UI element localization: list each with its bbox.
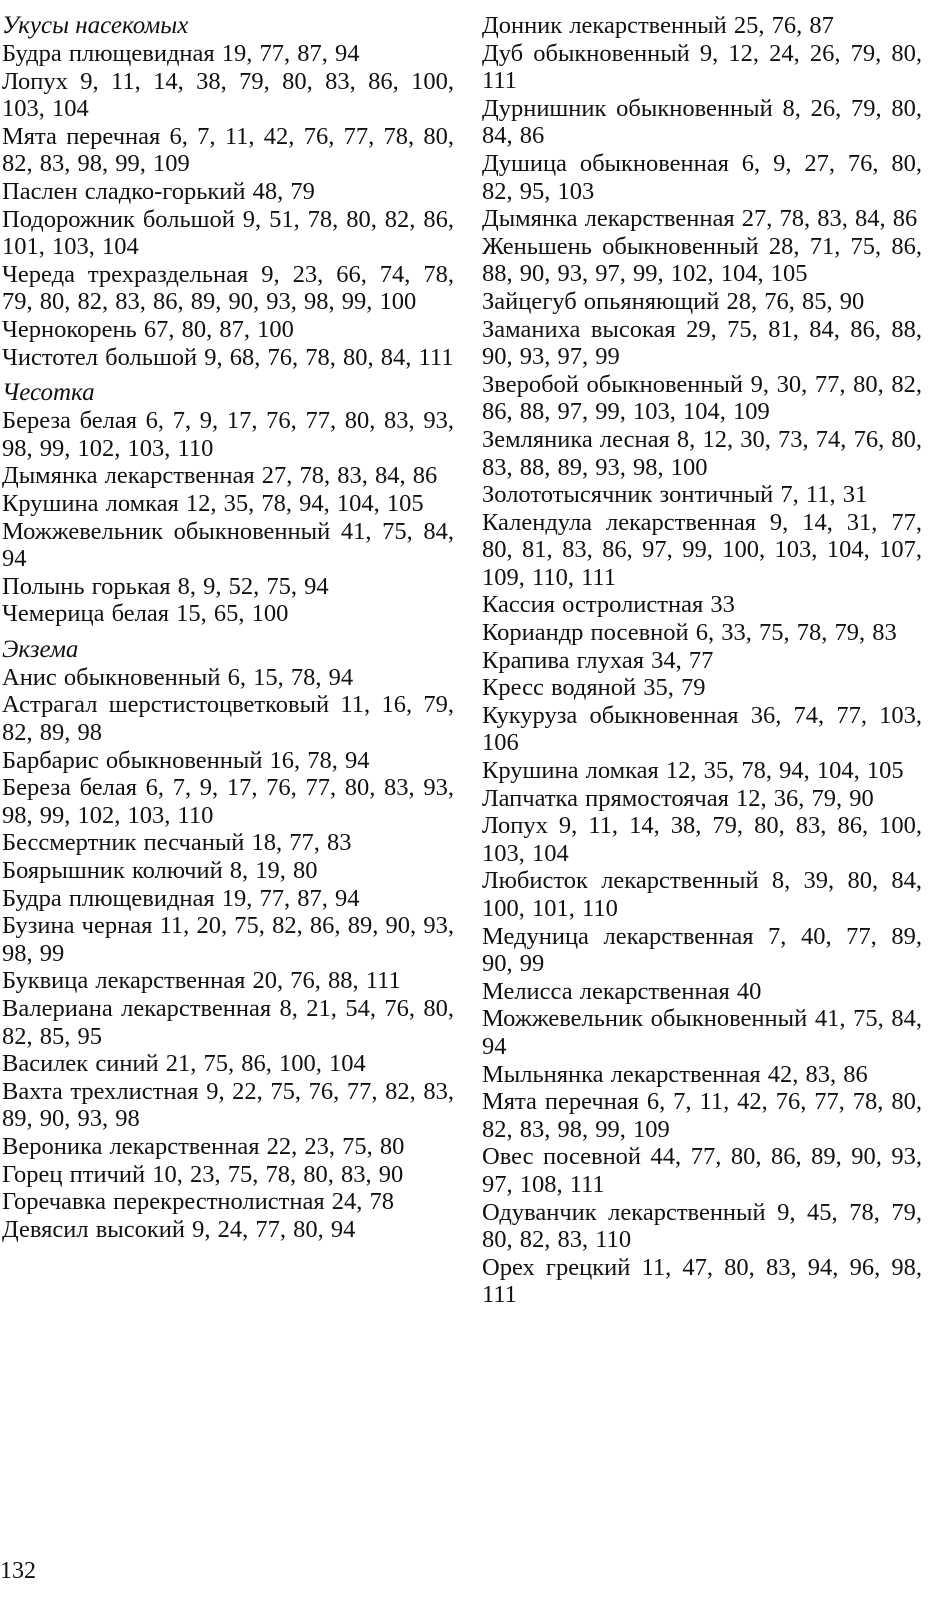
index-entry: Можжевельник обыкновенный 41, 75, 84, 94	[482, 1005, 922, 1060]
entry-list	[2, 664, 454, 1243]
index-entry: Кассия остролистная 33	[482, 591, 735, 619]
entry-list	[2, 407, 454, 628]
index-entry: Мята перечная 6, 7, 11, 42, 76, 77, 78, 80, 82, 83, 98, 99, 109	[482, 1088, 922, 1143]
index-entry: Череда трехраздельная 9, 23, 66, 74, 78, 79, 80, 82, 83, 86, 89, 90, 93, 98, 99, 100	[2, 260, 454, 316]
index-entry: Одуванчик лекарственный 9, 45, 78, 79, 80, 82, 83, 110	[482, 1198, 922, 1254]
index-entry: Валериана лекарственная 8, 21, 54, 76, 80, 82, 85, 95	[2, 995, 454, 1050]
index-entry: Девясил высокий 9, 24, 77, 80, 94	[2, 1215, 356, 1243]
index-entry: Календула лекарственная 9, 14, 31, 77, 80, 81, 83, 86, 97, 99, 100, 103, 104, 107, 109, 110, 111	[482, 508, 922, 591]
index-entry: Зверобой обыкновенный 9, 30, 77, 80, 82, 86, 88, 97, 99, 103, 104, 109	[482, 370, 922, 426]
index-entry: Горечавка перекрестнолистная 24, 78	[2, 1188, 394, 1216]
index-entry: Боярышник колючий 8, 19, 80	[2, 857, 318, 885]
index-section	[2, 379, 454, 628]
section-heading: Укусы насекомых	[2, 12, 189, 39]
index-entry: Крапива глухая 34, 77	[482, 646, 714, 674]
index-entry: Медуница лекарственная 7, 40, 77, 89, 90, 99	[482, 922, 922, 978]
index-entry: Вероника лекарственная 22, 23, 75, 80	[2, 1132, 405, 1160]
index-entry: Овес посевной 44, 77, 80, 86, 89, 90, 93, 97, 108, 111	[482, 1143, 922, 1198]
index-entry: Дурнишник обыкновенный 8, 26, 79, 80, 84, 86	[482, 94, 922, 150]
index-entry: Дуб обыкновенный 9, 12, 24, 26, 79, 80, 111	[482, 39, 922, 95]
index-entry: Полынь горькая 8, 9, 52, 75, 94	[2, 572, 329, 600]
entry-list	[2, 40, 454, 371]
index-entry: Астрагал шерстистоцветковый 11, 16, 79, 82, 89, 98	[2, 691, 454, 747]
index-entry: Земляника лесная 8, 12, 30, 73, 74, 76, 80, 83, 88, 89, 93, 98, 100	[482, 425, 922, 481]
index-entry: Донник лекарственный 25, 76, 87	[482, 12, 834, 39]
index-entry: Лапчатка прямостоячая 12, 36, 79, 90	[482, 784, 874, 812]
index-entry: Будра плющевидная 19, 77, 87, 94	[2, 40, 360, 67]
index-entry: Можжевельник обыкновенный 41, 75, 84, 94	[2, 517, 454, 573]
index-entry: Кукуруза обыкновенная 36, 74, 77, 103, 106	[482, 701, 922, 757]
index-entry: Паслен сладко-горький 48, 79	[2, 177, 315, 205]
index-entry: Будра плющевидная 19, 77, 87, 94	[2, 884, 360, 912]
index-entry: Бессмертник песчаный 18, 77, 83	[2, 829, 352, 857]
section-heading: Чесотка	[2, 379, 95, 407]
index-entry: Буквица лекарственная 20, 76, 88, 111	[2, 967, 401, 995]
index-entry: Кресс водяной 35, 79	[482, 674, 706, 702]
right-column	[482, 12, 922, 1309]
index-entry: Любисток лекарственный 8, 39, 80, 84, 100, 101, 110	[482, 867, 922, 922]
index-entry: Женьшень обыкновенный 28, 71, 75, 86, 88, 90, 93, 97, 99, 102, 104, 105	[482, 232, 922, 288]
index-entry: Крушина ломкая 12, 35, 78, 94, 104, 105	[482, 757, 904, 785]
index-entry: Душица обыкновенная 6, 9, 27, 76, 80, 82, 95, 103	[482, 149, 922, 205]
index-entry: Мелисса лекарственная 40	[482, 977, 762, 1005]
index-entry: Бузина черная 11, 20, 75, 82, 86, 89, 90, 93, 98, 99	[2, 912, 454, 967]
index-entry: Дымянка лекарственная 27, 78, 83, 84, 86	[2, 462, 438, 490]
index-entry: Чернокорень 67, 80, 87, 100	[2, 315, 294, 343]
index-entry: Чистотел большой 9, 68, 76, 78, 80, 84, 111	[2, 343, 454, 371]
index-entry: Заманиха высокая 29, 75, 81, 84, 86, 88, 90, 93, 97, 99	[482, 315, 922, 371]
index-entry: Береза белая 6, 7, 9, 17, 76, 77, 80, 83, 93, 98, 99, 102, 103, 110	[2, 407, 454, 462]
index-entry: Крушина ломкая 12, 35, 78, 94, 104, 105	[2, 489, 424, 517]
index-entry: Чемерица белая 15, 65, 100	[2, 600, 289, 628]
index-entry: Кориандр посевной 6, 33, 75, 78, 79, 83	[482, 619, 897, 647]
index-entry: Вахта трехлистная 9, 22, 75, 76, 77, 82, 83, 89, 90, 93, 98	[2, 1077, 454, 1133]
index-entry: Анис обыкновенный 6, 15, 78, 94	[2, 663, 354, 691]
index-section	[482, 12, 922, 1309]
index-entry: Лопух 9, 11, 14, 38, 79, 80, 83, 86, 100, 103, 104	[2, 67, 454, 123]
section-heading: Экзема	[2, 635, 79, 663]
index-section	[2, 12, 454, 371]
index-entry: Дымянка лекарственная 27, 78, 83, 84, 86	[482, 205, 918, 233]
index-entry: Зайцегуб опьяняющий 28, 76, 85, 90	[482, 287, 865, 315]
index-entry: Береза белая 6, 7, 9, 17, 76, 77, 80, 83, 93, 98, 99, 102, 103, 110	[2, 774, 454, 829]
index-section	[2, 636, 454, 1243]
index-entry: Барбарис обыкновенный 16, 78, 94	[2, 746, 370, 774]
index-entry: Горец птичий 10, 23, 75, 78, 80, 83, 90	[2, 1160, 404, 1188]
index-entry: Подорожник большой 9, 51, 78, 80, 82, 86, 101, 103, 104	[2, 205, 454, 261]
index-entry: Мята перечная 6, 7, 11, 42, 76, 77, 78, 80, 82, 83, 98, 99, 109	[2, 122, 454, 178]
index-entry: Лопух 9, 11, 14, 38, 79, 80, 83, 86, 100, 103, 104	[482, 812, 922, 867]
index-entry: Мыльнянка лекарственная 42, 83, 86	[482, 1060, 868, 1088]
page-number: 132	[0, 1558, 36, 1584]
left-column	[2, 12, 454, 1243]
index-entry: Орех грецкий 11, 47, 80, 83, 94, 96, 98, 111	[482, 1253, 922, 1309]
index-entry: Василек синий 21, 75, 86, 100, 104	[2, 1050, 366, 1078]
entry-list	[482, 12, 922, 1309]
index-entry: Золототысячник зонтичный 7, 11, 31	[482, 481, 868, 509]
